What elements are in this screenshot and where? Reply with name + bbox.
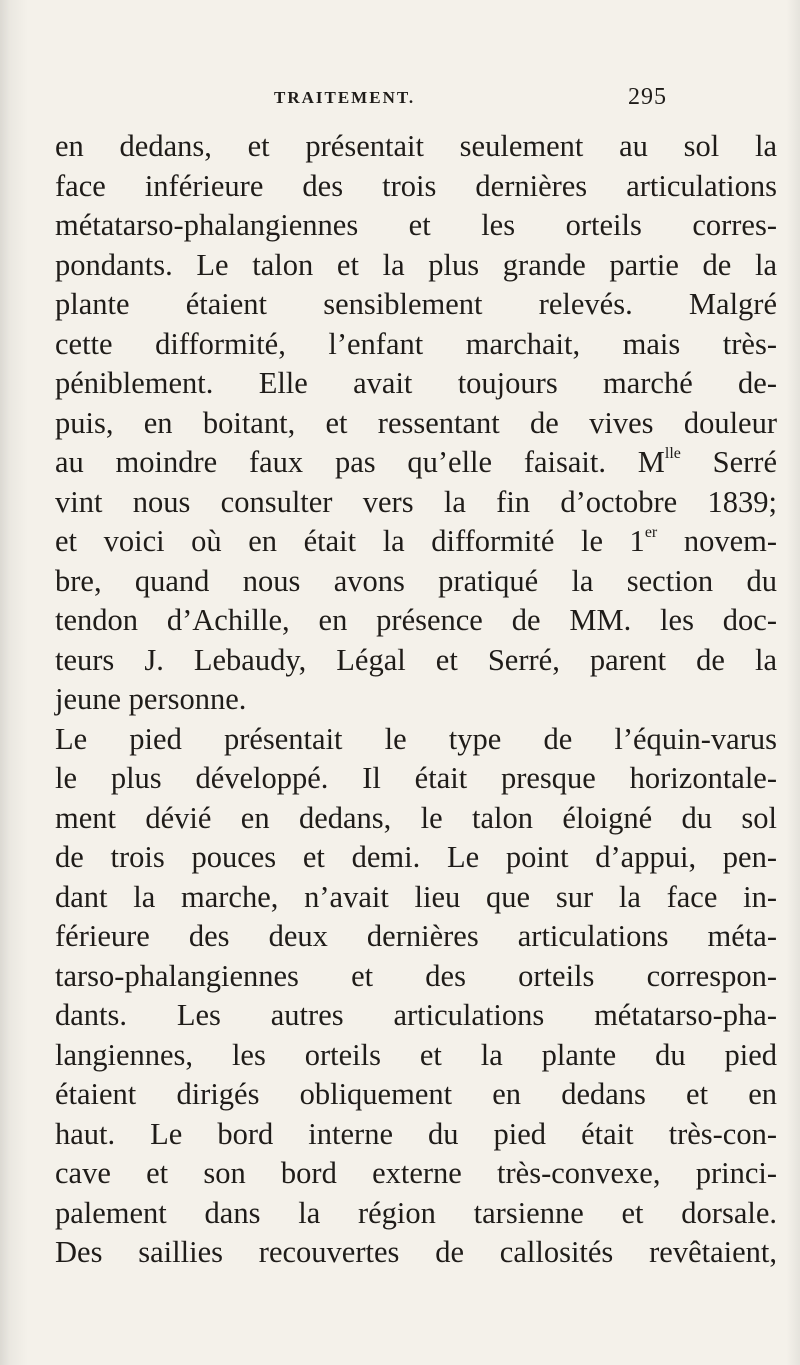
text-line: tendon d’Achille, en présence de MM. les doc-: [55, 603, 777, 637]
text-line: dant la marche, n’avait lieu que sur la face in-: [55, 879, 777, 914]
text-line: métatarso-phalangiennes et les orteils corres-: [55, 208, 777, 242]
text-line: plante étaient sensiblement relevés. Malgré: [55, 287, 777, 321]
text-line: dants. Les autres articulations métatarso-pha-: [55, 998, 777, 1032]
text-line: pondants. Le talon et la plus grande partie de la: [55, 247, 777, 282]
text-segment: Serré: [680, 445, 777, 479]
text-line: haut. Le bord interne du pied était très-con-: [55, 1116, 777, 1151]
text-line: ment dévié en dedans, le talon éloigné du sol: [55, 800, 777, 835]
text-segment: au moindre faux pas qu’elle faisait. M: [55, 445, 665, 479]
text-line: péniblement. Elle avait toujours marché de-: [55, 366, 777, 400]
running-title: TRAITEMENT.: [274, 88, 416, 107]
text-line: teurs J. Lebaudy, Légal et Serré, parent de la: [55, 642, 777, 677]
text-line: étaient dirigés obliquement en dedans et en: [55, 1077, 777, 1111]
body-text: [55, 127, 777, 1273]
text-segment: novem-: [657, 524, 777, 558]
text-line: cave et son bord externe très-convexe, princi-: [55, 1156, 777, 1190]
text-line: [55, 522, 777, 562]
text-line: palement dans la région tarsienne et dorsale.: [55, 1195, 777, 1230]
text-line: en dedans, et présentait seulement au sol la: [55, 129, 777, 163]
text-line: bre, quand nous avons pratiqué la section du: [55, 563, 777, 598]
text-line: de trois pouces et demi. Le point d’appui, pen-: [55, 840, 777, 874]
text-line: Des saillies recouvertes de callosités revêtaient,: [55, 1235, 777, 1269]
page-number: 295: [628, 84, 667, 110]
superscript: lle: [664, 445, 681, 462]
text-line: férieure des deux dernières articulations méta-: [55, 919, 777, 953]
text-segment: et voici où en était la difformité le 1: [55, 524, 645, 558]
text-line: vint nous consulter vers la fin d’octobre 1839;: [55, 484, 777, 519]
text-line: cette difformité, l’enfant marchait, mais très-: [55, 326, 777, 361]
text-line: [55, 443, 777, 483]
text-line: Le pied présentait le type de l’équin-varus: [55, 721, 777, 756]
text-line: le plus développé. Il était presque horizontale-: [55, 761, 777, 795]
text-line: face inférieure des trois dernières articulations: [55, 168, 777, 203]
superscript: er: [644, 524, 658, 541]
text-line: puis, en boitant, et ressentant de vives douleur: [55, 405, 777, 440]
text-line: jeune personne.: [55, 682, 247, 716]
page-header: [274, 84, 774, 118]
text-line: langiennes, les orteils et la plante du pied: [55, 1037, 777, 1072]
text-line: tarso-phalangiennes et des orteils correspon-: [55, 958, 777, 993]
